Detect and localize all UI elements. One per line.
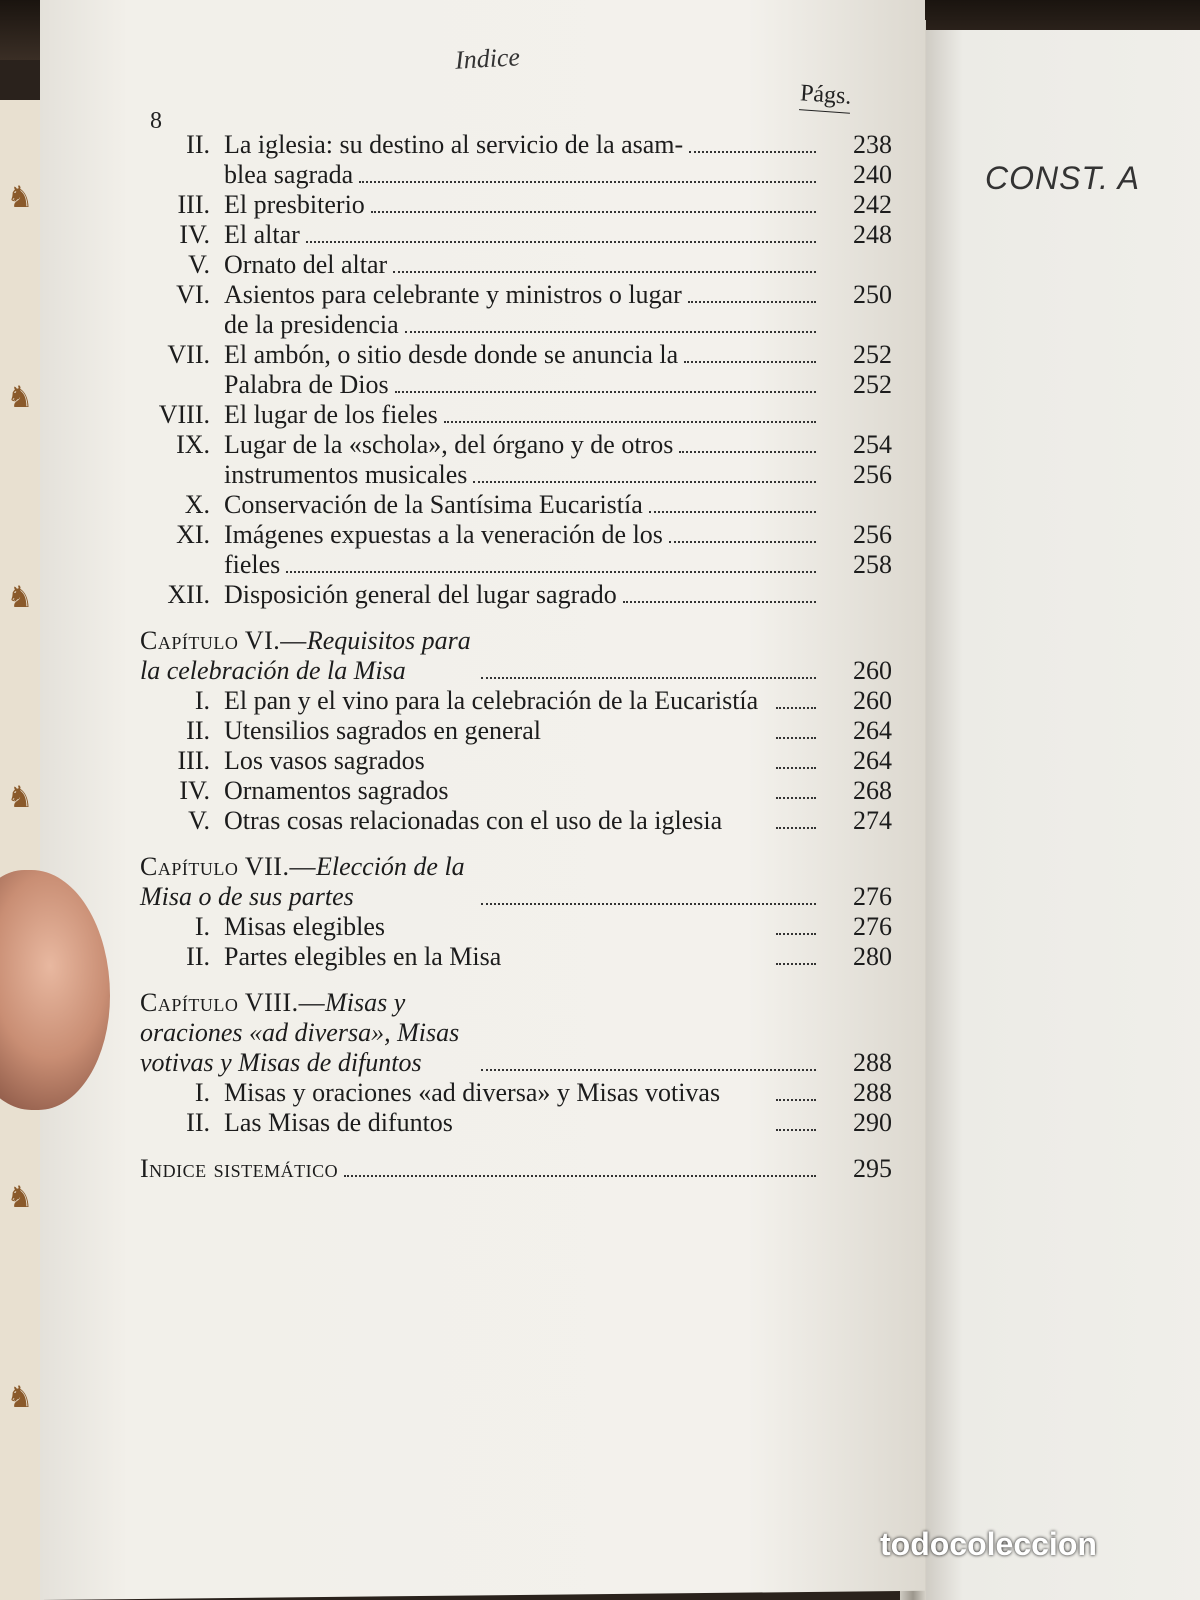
systematic-index-entry <box>140 1154 892 1184</box>
chapter-title: Elección de la Misa o de sus partes <box>140 852 465 911</box>
toc-entry-text: Ornamentos sagrados <box>224 776 449 805</box>
toc-entry <box>140 520 892 550</box>
chapter-label: Capítulo VII.— <box>140 852 316 881</box>
toc-entry-text: Conservación de la Santísima Eucaristía <box>224 490 643 519</box>
toc-entry-number: XII. <box>167 580 210 609</box>
toc-entry-page: 274 <box>853 806 892 835</box>
leader-dots <box>393 271 816 273</box>
leader-dots <box>776 767 816 769</box>
toc-entry-text: El lugar de los fieles <box>224 400 438 429</box>
leader-dots <box>776 933 816 935</box>
toc-entry-page: 254 <box>853 430 892 459</box>
toc-entry-page: 252 <box>853 370 892 399</box>
toc-entry-number: I. <box>194 1078 210 1107</box>
toc-entry-number: VII. <box>167 340 210 369</box>
toc-entry-text: El altar <box>224 220 300 249</box>
toc-entry <box>140 580 820 610</box>
toc-entry-number: V. <box>188 250 210 279</box>
toc-entry-page: 256 <box>853 520 892 549</box>
toc-entry-text: Lugar de la «schola», del órgano y de otros <box>224 430 674 459</box>
leader-dots <box>684 361 816 363</box>
toc-entry-text: Palabra de Dios <box>224 370 389 399</box>
deer-emblem-icon: ♞ <box>6 581 34 614</box>
toc-entry-text: Utensilios sagrados en general <box>224 716 541 745</box>
leader-dots <box>359 181 816 183</box>
toc-entry-text: Disposición general del lugar sagrado <box>224 580 617 609</box>
right-page-heading: CONST. A <box>985 160 1140 196</box>
toc-entry-number: II. <box>186 942 210 971</box>
leader-dots <box>444 421 816 423</box>
toc-entry-number: I. <box>194 912 210 941</box>
toc-entry-text: Misas elegibles <box>224 912 386 941</box>
chapter-title: Misas y oraciones «ad diversa», Misas votivas y Misas de difuntos <box>140 988 460 1077</box>
toc-entry <box>140 160 892 190</box>
toc-entry-page: 268 <box>853 776 892 805</box>
toc-entry <box>140 220 892 250</box>
page-number: 8 <box>150 108 162 134</box>
toc-entry-page: 252 <box>853 340 892 369</box>
deer-emblem-icon: ♞ <box>6 381 34 414</box>
pags-label: Págs. <box>799 80 852 114</box>
leader-dots <box>679 451 816 453</box>
toc-entry <box>140 400 820 430</box>
leader-dots <box>405 331 816 333</box>
leader-dots <box>481 903 816 905</box>
chapter-title: Requisitos para la celebración de la Misa <box>140 626 471 685</box>
toc-entry <box>140 550 892 580</box>
toc-entry-number: X. <box>184 490 210 519</box>
leader-dots <box>481 677 816 679</box>
watermark: todocoleccion <box>880 1526 1097 1562</box>
toc-entry-page: 248 <box>853 220 892 249</box>
leader-dots <box>623 601 816 603</box>
leader-dots <box>286 571 816 573</box>
toc-entry-number: VIII. <box>158 400 210 429</box>
toc-entry-number: VI. <box>176 280 210 309</box>
leader-dots <box>776 1099 816 1101</box>
leader-dots <box>776 963 816 965</box>
toc-entry-text: La iglesia: su destino al servicio de la asam- <box>224 130 684 159</box>
leader-dots <box>649 511 816 513</box>
toc-entry-text: fieles <box>224 550 281 579</box>
toc-entry <box>140 190 892 220</box>
toc-entry-number: IX. <box>176 430 210 459</box>
leader-dots <box>473 481 816 483</box>
toc-entry-number: XI. <box>176 520 210 549</box>
toc-entry <box>140 942 892 972</box>
toc-entry <box>140 370 892 400</box>
leader-dots <box>344 1175 816 1177</box>
toc-entry <box>140 1108 892 1138</box>
toc-entry <box>140 460 892 490</box>
toc-entry <box>140 430 892 460</box>
leader-dots <box>371 211 816 213</box>
toc-entry <box>140 340 892 370</box>
toc-entry <box>140 716 892 746</box>
leader-dots <box>776 737 816 739</box>
chapter-heading <box>140 852 892 912</box>
table-of-contents <box>140 130 892 1184</box>
toc-entry <box>140 310 820 340</box>
deer-emblem-icon: ♞ <box>6 1381 34 1414</box>
leader-dots <box>306 241 816 243</box>
leader-dots <box>776 1129 816 1131</box>
toc-entry-page: 242 <box>853 190 892 219</box>
toc-entry-text: Partes elegibles en la Misa <box>224 942 502 971</box>
toc-entry-page: 260 <box>853 686 892 715</box>
toc-entry-number: IV. <box>179 220 210 249</box>
toc-entry-page: 276 <box>853 912 892 941</box>
toc-entry-text: Las Misas de difuntos <box>224 1108 453 1137</box>
toc-entry-text: blea sagrada <box>224 160 354 189</box>
toc-entry-number: IV. <box>179 776 210 805</box>
running-head: Indice <box>454 42 521 75</box>
toc-entry-page: 238 <box>853 130 892 159</box>
toc-entry-text: Los vasos sagrados <box>224 746 425 775</box>
chapter-heading <box>140 988 892 1078</box>
toc-entry <box>140 490 820 520</box>
toc-entry-text: El ambón, o sitio desde donde se anuncia la <box>224 340 679 369</box>
toc-entry-page: 288 <box>853 1078 892 1107</box>
toc-entry-text: El pan y el vino para la celebración de la Eucaristía <box>224 686 759 715</box>
toc-entry-page: 290 <box>853 1108 892 1137</box>
leader-dots <box>688 301 816 303</box>
toc-entry-number: I. <box>194 686 210 715</box>
toc-entry <box>140 130 892 160</box>
toc-entry <box>140 686 892 716</box>
toc-entry-page: 264 <box>853 716 892 745</box>
book-cover-edge <box>0 100 44 1600</box>
toc-entry-text: de la presidencia <box>224 310 399 339</box>
leader-dots <box>669 541 816 543</box>
leader-dots <box>776 707 816 709</box>
toc-entry-number: II. <box>186 716 210 745</box>
toc-entry <box>140 806 892 836</box>
deer-emblem-icon: ♞ <box>6 1181 34 1214</box>
toc-entry-number: II. <box>186 1108 210 1137</box>
toc-entry-number: III. <box>177 746 210 775</box>
toc-entry-text: Asientos para celebrante y ministros o lugar <box>224 280 682 309</box>
toc-entry <box>140 776 892 806</box>
index-label: Indice sistemático <box>140 1154 339 1183</box>
chapter-page: 288 <box>853 1048 892 1077</box>
toc-entry-page: 240 <box>853 160 892 189</box>
toc-entry-text: instrumentos musicales <box>224 460 468 489</box>
chapter-label: Capítulo VIII.— <box>140 988 326 1017</box>
toc-entry-text: Otras cosas relacionadas con el uso de la iglesia <box>224 806 723 835</box>
toc-entry-page: 280 <box>853 942 892 971</box>
toc-entry-text: El presbiterio <box>224 190 365 219</box>
right-page <box>918 30 1200 1600</box>
toc-entry-number: III. <box>177 190 210 219</box>
leader-dots <box>481 1069 816 1071</box>
toc-entry-page: 250 <box>853 280 892 309</box>
toc-entry-number: V. <box>188 806 210 835</box>
toc-entry-page: 258 <box>853 550 892 579</box>
toc-entry <box>140 280 892 310</box>
leader-dots <box>395 391 816 393</box>
chapter-heading <box>140 626 892 686</box>
toc-entry-text: Ornato del altar <box>224 250 388 279</box>
toc-entry <box>140 746 892 776</box>
leader-dots <box>689 151 816 153</box>
toc-entry-number: II. <box>186 130 210 159</box>
deer-emblem-icon: ♞ <box>6 781 34 814</box>
chapter-label: Capítulo VI.— <box>140 626 307 655</box>
index-page: 295 <box>853 1154 892 1183</box>
toc-entry-text: Imágenes expuestas a la veneración de los <box>224 520 663 549</box>
chapter-page: 260 <box>853 656 892 685</box>
deer-emblem-icon: ♞ <box>6 181 34 214</box>
toc-entry-page: 264 <box>853 746 892 775</box>
leader-dots <box>776 797 816 799</box>
toc-entry <box>140 1078 892 1108</box>
toc-entry <box>140 912 892 942</box>
chapter-page: 276 <box>853 882 892 911</box>
toc-entry <box>140 250 820 280</box>
toc-entry-text: Misas y oraciones «ad diversa» y Misas votivas <box>224 1078 721 1107</box>
leader-dots <box>776 827 816 829</box>
toc-entry-page: 256 <box>853 460 892 489</box>
